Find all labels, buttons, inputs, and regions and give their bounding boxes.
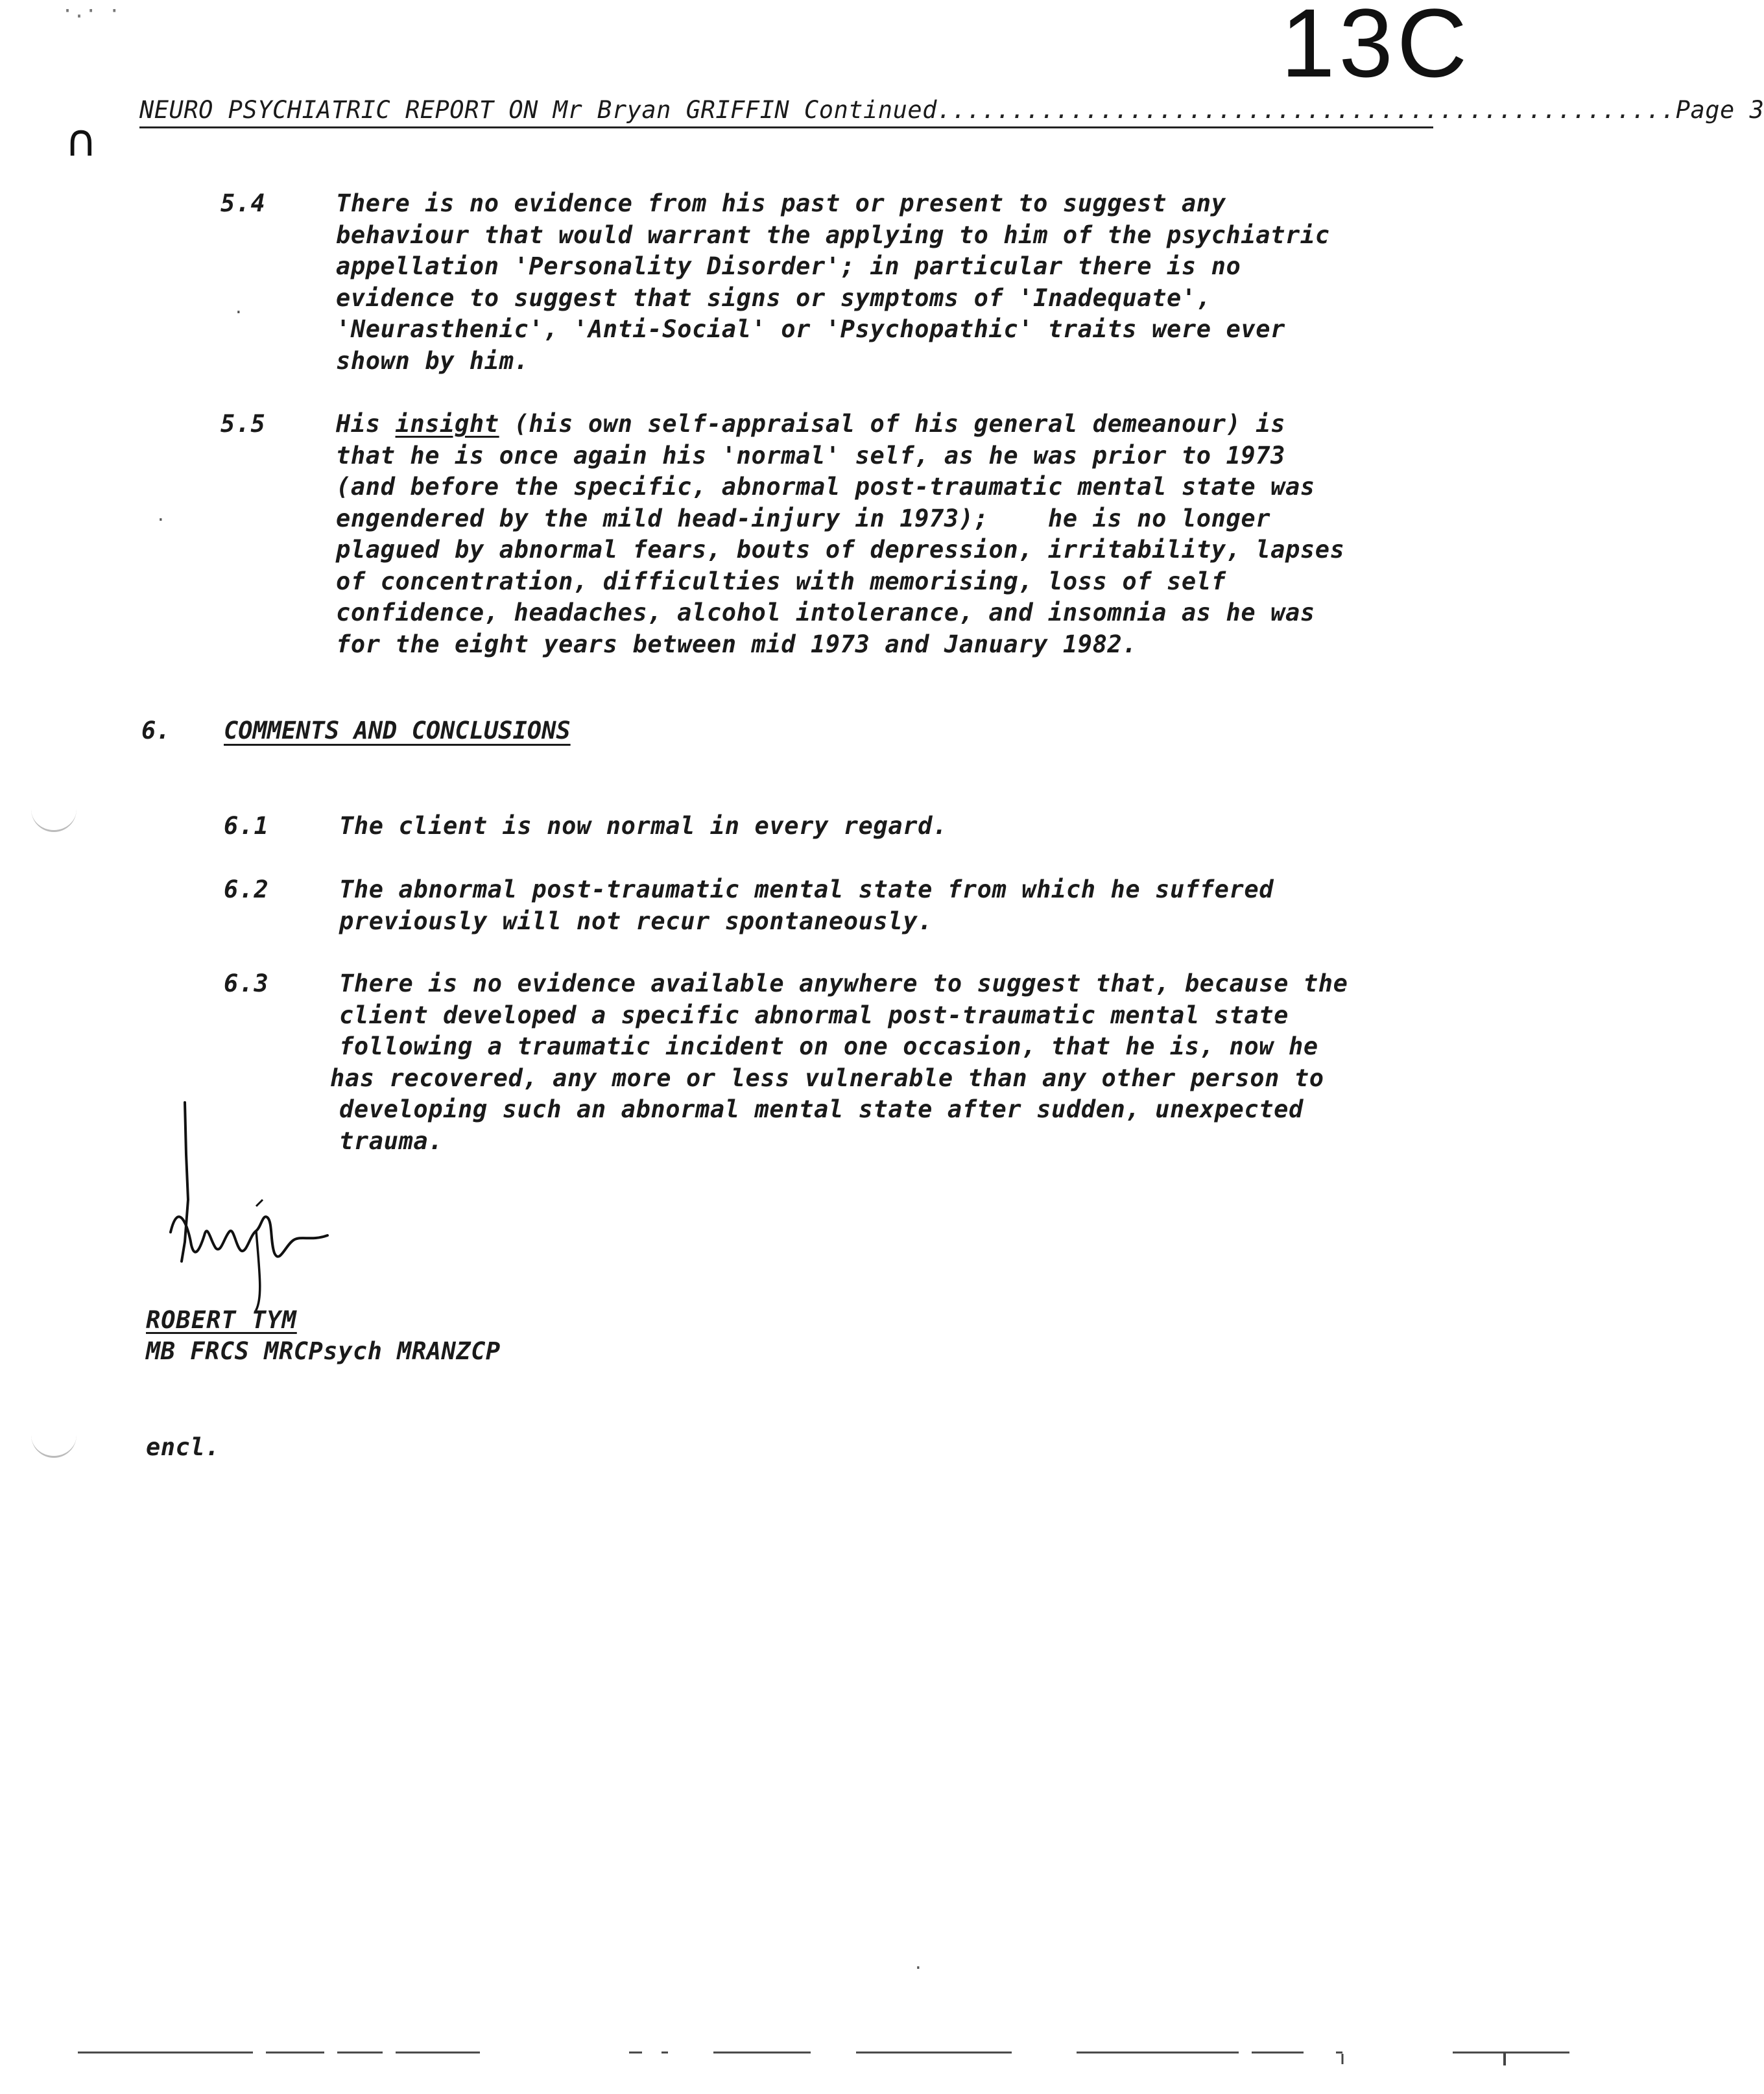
paragraph-line: behaviour that would warrant the applying to him of the psychiatric [336, 220, 1330, 249]
paragraph-line: 'Neurasthenic', 'Anti-Social' or 'Psychopathic' traits were ever [336, 315, 1286, 343]
paragraph-number: 6.1 [224, 812, 269, 840]
margin-dot: . [233, 298, 244, 318]
paragraph-5-4 [336, 188, 1438, 377]
paragraph-6-3 [330, 968, 1442, 1157]
paragraph-line: for the eight years between mid 1973 and January 1982. [336, 630, 1138, 658]
paragraph-line: engendered by the mild head-injury in 1973); he is no longer [336, 504, 1271, 532]
paragraph-line: The client is now normal in every regard. [339, 812, 948, 840]
paragraph-line: (and before the specific, abnormal post-traumatic mental state was [336, 473, 1315, 501]
paragraph-line: appellation 'Personality Disorder'; in particular there is no [336, 252, 1241, 280]
paragraph-number: 5.5 [220, 410, 266, 438]
punch-hole-mark [31, 804, 77, 832]
enclosure-note: encl. [146, 1433, 220, 1461]
header-leader-dots: .................................................. [936, 96, 1676, 124]
paragraph-line: following a traumatic incident on one occasion, that he is, now he [339, 1032, 1318, 1060]
punch-hole-mark [31, 1430, 77, 1458]
paragraph-line: plagued by abnormal fears, bouts of depression, irritability, lapses [336, 536, 1345, 564]
scan-speck: · [913, 1958, 924, 1978]
paragraph-line: previously will not recur spontaneously. [339, 907, 933, 935]
paragraph-6-2 [339, 874, 1442, 937]
page-header [139, 96, 1764, 128]
section-number: 6. [141, 717, 171, 744]
paragraph-number: 6.3 [224, 970, 269, 997]
footer-dashed-line [78, 2040, 1569, 2065]
section-title: COMMENTS AND CONCLUSIONS [224, 717, 571, 744]
paragraph-line: developing such an abnormal mental state after sudden, unexpected [339, 1095, 1304, 1123]
signatory-name: ROBERT TYM [146, 1306, 297, 1334]
paragraph-line: There is no evidence available anywhere to suggest that, because the [339, 970, 1348, 997]
paragraph-line: of concentration, difficulties with memorising, loss of self [336, 567, 1226, 595]
margin-bracket-mark: ∩ [65, 115, 97, 167]
scan-artifact: ·.· · [62, 0, 121, 23]
paragraph-5-5 [336, 409, 1438, 660]
paragraph-number: 5.4 [220, 189, 266, 217]
paragraph-line: His insight (his own self-appraisal of his general demeanour) is [336, 410, 1286, 438]
paragraph-line: has recovered, any more or less vulnerable than any other person to [330, 1064, 1324, 1092]
header-title: NEURO PSYCHIATRIC REPORT ON Mr Bryan GRIFFIN Continued [139, 96, 937, 124]
paragraph-line: shown by him. [336, 346, 529, 375]
underlined-word: insight [395, 410, 499, 438]
paragraph-line: The abnormal post-traumatic mental state from which he suffered [339, 875, 1274, 903]
paragraph-line: confidence, headaches, alcohol intolerance, and insomnia as he was [336, 599, 1315, 626]
paragraph-line: client developed a specific abnormal post-traumatic mental state [339, 1001, 1289, 1029]
paragraph-line: evidence to suggest that signs or symptoms of 'Inadequate', [336, 283, 1211, 312]
signatory-qualifications: MB FRCS MRCPsych MRANZCP [146, 1337, 501, 1365]
paragraph-line: that he is once again his 'normal' self, as he was prior to 1973 [336, 441, 1286, 470]
paragraph-6-1 [339, 811, 1442, 842]
handwritten-signature [159, 1102, 353, 1316]
paragraph-number: 6.2 [224, 875, 269, 903]
paragraph-line: trauma. [339, 1126, 444, 1155]
margin-dot: . [156, 506, 166, 525]
header-page-number: Page 3 [1675, 96, 1764, 124]
paragraph-line: There is no evidence from his past or present to suggest any [336, 189, 1226, 217]
page-mark: 13C [1281, 0, 1472, 97]
